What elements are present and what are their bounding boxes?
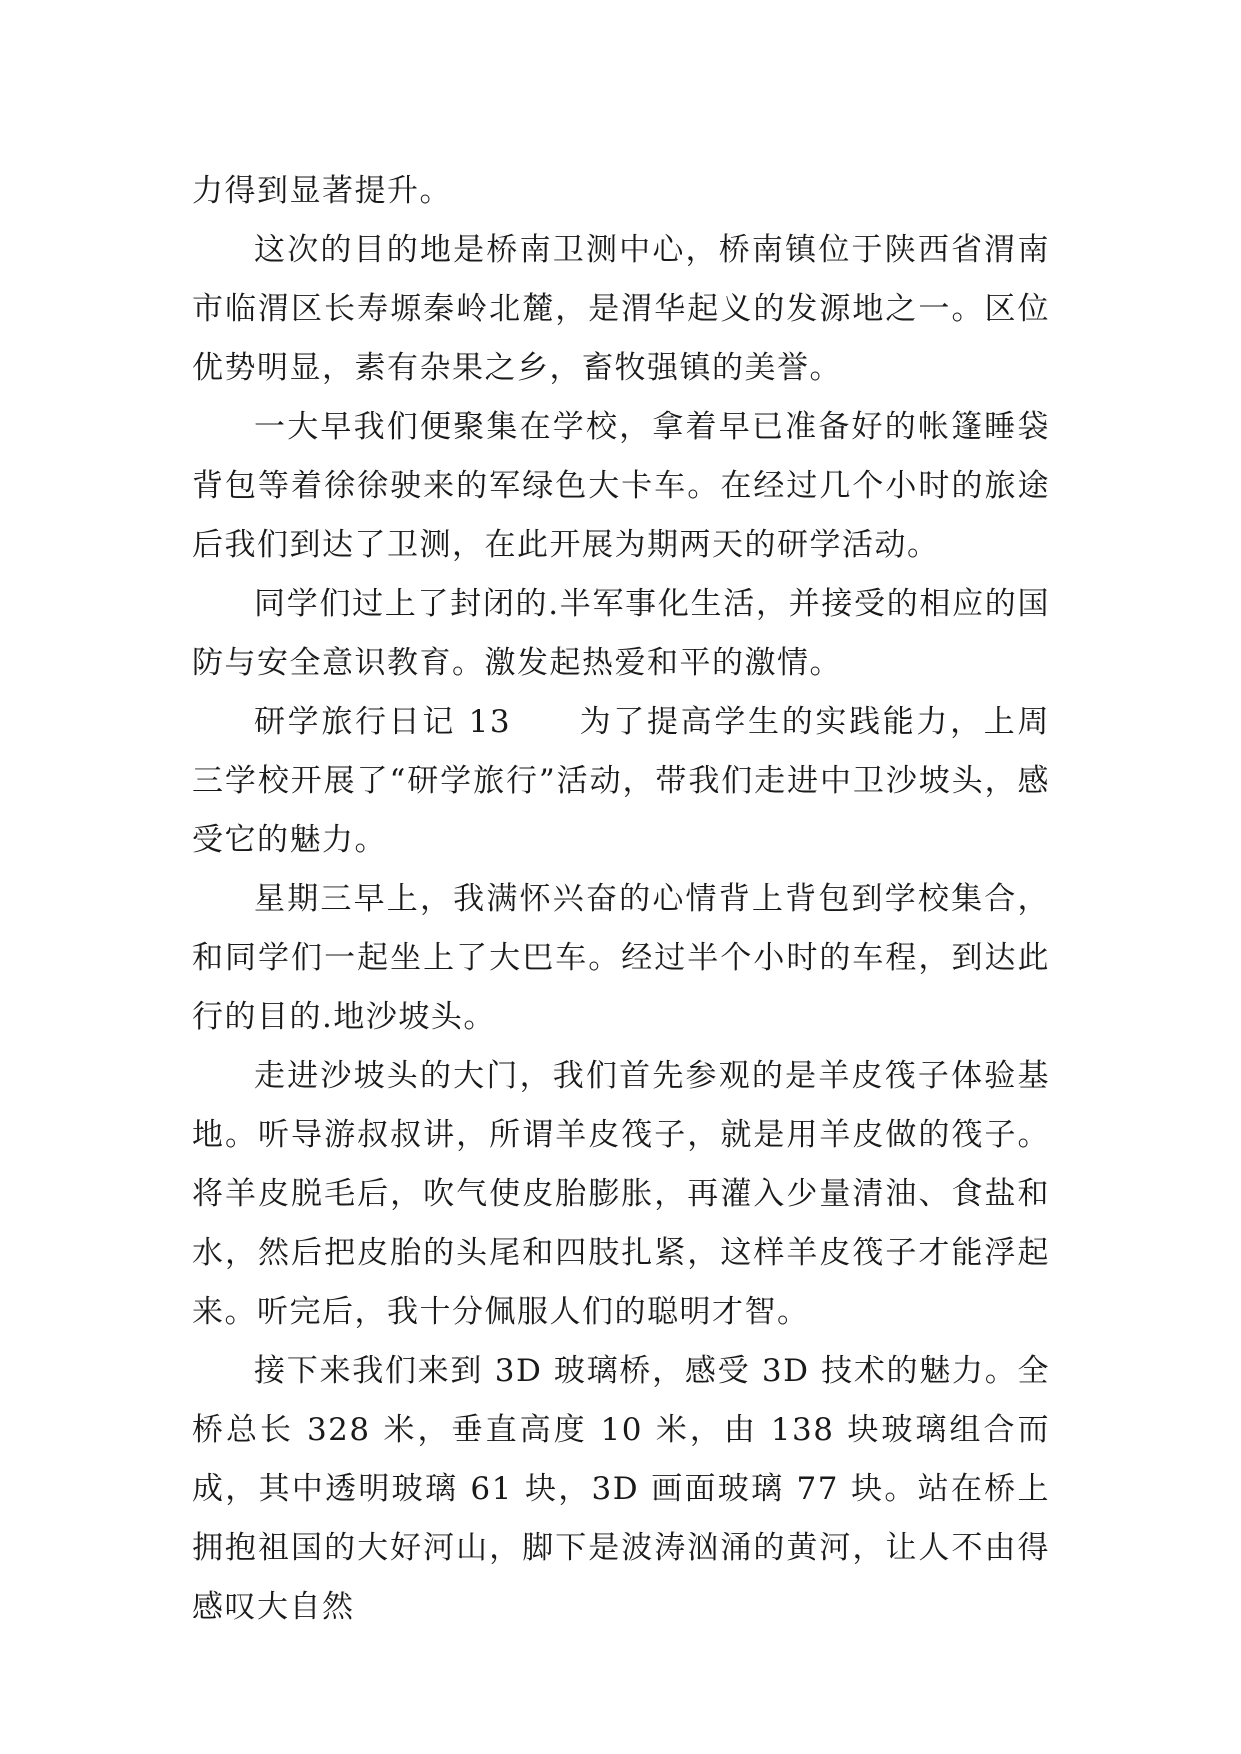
paragraph-1: 力得到显著提升。 (192, 173, 452, 209)
paragraph-8: 接下来我们来到 3D 玻璃桥，感受 3D 技术的魅力。全桥总长 328 米，垂直高度 10 米，由 138 块玻璃组合而成，其中透明玻璃 61 块，3D 画面玻璃 77 块。站在桥上拥抱祖国的大好河山，脚下是波涛汹涌的黄河，让人不由得感叹大自然 (192, 1353, 1050, 1625)
paragraph-7: 走进沙坡头的大门，我们首先参观的是羊皮筏子体验基地。听导游叔叔讲，所谓羊皮筏子，就是用羊皮做的筏子。将羊皮脱毛后，吹气使皮胎膨胀，再灌入少量清油、食盐和水，然后把皮胎的头尾和四肢扎紧，这样羊皮筏子才能浮起来。听完后，我十分佩服人们的聪明才智。 (192, 1058, 1050, 1330)
paragraph-5: 研学旅行日记 13 为了提高学生的实践能力，上周三学校开展了“研学旅行”活动，带我们走进中卫沙坡头，感受它的魅力。 (192, 704, 1050, 858)
paragraph-2: 这次的目的地是桥南卫测中心，桥南镇位于陕西省渭南市临渭区长寿塬秦岭北麓，是渭华起义的发源地之一。区位优势明显，素有杂果之乡，畜牧强镇的美誉。 (192, 232, 1050, 386)
paragraph-6: 星期三早上，我满怀兴奋的心情背上背包到学校集合，和同学们一起坐上了大巴车。经过半个小时的车程，到达此行的目的.地沙坡头。 (192, 881, 1050, 1035)
paragraph-4: 同学们过上了封闭的.半军事化生活，并接受的相应的国防与安全意识教育。激发起热爱和平的激情。 (192, 586, 1050, 681)
document-body (192, 162, 1050, 1637)
paragraph-3: 一大早我们便聚集在学校，拿着早已准备好的帐篷睡袋背包等着徐徐驶来的军绿色大卡车。在经过几个小时的旅途后我们到达了卫测，在此开展为期两天的研学活动。 (192, 409, 1050, 563)
